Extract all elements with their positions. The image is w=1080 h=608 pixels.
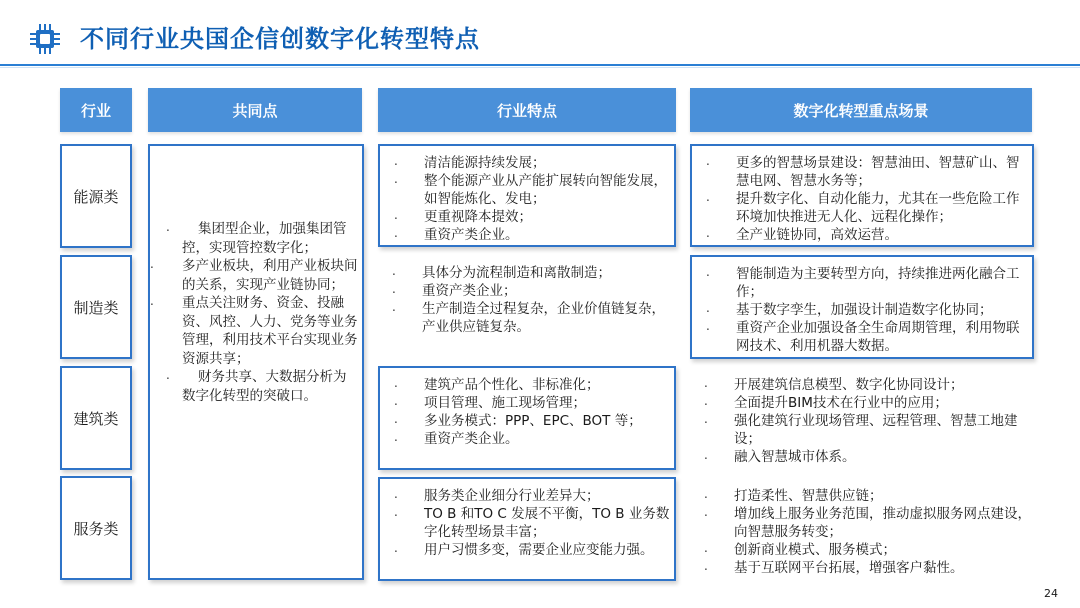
list-item: . 重资产企业加强设备全生命周期管理，利用物联网技术、利用机器大数据。: [692, 319, 1032, 355]
list-item: . 创新商业模式、服务模式；: [690, 541, 1034, 559]
features-services-list: [380, 487, 674, 559]
list-item: . 清洁能源持续发展；: [380, 154, 674, 172]
features-construction: [378, 366, 676, 470]
scenarios-energy-list: [692, 154, 1032, 244]
list-item: . 更重视降本提效；: [380, 208, 674, 226]
category-construction: 建筑类: [60, 366, 132, 470]
title-divider: [0, 64, 1080, 66]
scenarios-manufacturing-list: [692, 265, 1032, 355]
common-points-box: [148, 144, 364, 580]
scenarios-energy: [690, 144, 1034, 247]
category-manufacturing: 制造类: [60, 255, 132, 359]
list-item: . 用户习惯多变，需要企业应变能力强。: [380, 541, 674, 559]
scenarios-manufacturing: [690, 255, 1034, 359]
features-services: [378, 477, 676, 581]
header-scenarios: 数字化转型重点场景: [690, 88, 1032, 132]
header-industry: 行业: [60, 88, 132, 132]
list-item: . 开展建筑信息模型、数字化协同设计；: [690, 376, 1034, 394]
list-item: . 多业务模式：PPP、EPC、BOT 等；: [380, 412, 674, 430]
list-item: . 集团型企业，加强集团管控，实现管控数字化；: [136, 220, 358, 257]
scenarios-services: [690, 481, 1034, 581]
scenarios-services-list: [690, 487, 1034, 577]
list-item: . 打造柔性、智慧供应链；: [690, 487, 1034, 505]
features-energy: [378, 144, 676, 247]
list-item: . 基于数字孪生，加强设计制造数字化协同；: [692, 301, 1032, 319]
list-item: . 重资产类企业。: [380, 226, 674, 244]
features-energy-list: [380, 154, 674, 244]
list-item: . 强化建筑行业现场管理、远程管理、智慧工地建设；: [690, 412, 1034, 448]
list-item: . 建筑产品个性化、非标准化；: [380, 376, 674, 394]
list-item: . 生产制造全过程复杂，企业价值链复杂，产业供应链复杂。: [378, 300, 676, 336]
list-item: . 智能制造为主要转型方向，持续推进两化融合工作；: [692, 265, 1032, 301]
features-manufacturing: [378, 258, 676, 358]
category-energy: 能源类: [60, 144, 132, 248]
header-features: 行业特点: [378, 88, 676, 132]
list-item: . 基于互联网平台拓展，增强客户黏性。: [690, 559, 1034, 577]
category-services: 服务类: [60, 476, 132, 580]
scenarios-construction-list: [690, 376, 1034, 466]
list-item: . 更多的智慧场景建设：智慧油田、智慧矿山、智慧电网、智慧水务等；: [692, 154, 1032, 190]
list-item: . 服务类企业细分行业差异大；: [380, 487, 674, 505]
list-item: . 重点关注财务、资金、投融资、风控、人力、党务等业务管理，利用技术平台实现业务资源共享；: [136, 294, 358, 368]
list-item: . 多产业板块，利用产业板块间的关系，实现产业链协同；: [136, 257, 358, 294]
features-construction-list: [380, 376, 674, 448]
list-item: . 提升数字化、自动化能力，尤其在一些危险工作环境加快推进无人化、远程化操作；: [692, 190, 1032, 226]
list-item: . 财务共享、大数据分析为数字化转型的突破口。: [136, 368, 358, 405]
features-manufacturing-list: [378, 264, 676, 336]
list-item: . 整个能源产业从产能扩展转向智能发展，如智能炼化、发电；: [380, 172, 674, 208]
list-item: . 全产业链协同，高效运营。: [692, 226, 1032, 244]
list-item: . 全面提升BIM技术在行业中的应用；: [690, 394, 1034, 412]
page-number: 24: [1044, 587, 1058, 600]
list-item: . 融入智慧城市体系。: [690, 448, 1034, 466]
list-item: . 增加线上服务业务范围，推动虚拟服务网点建设，向智慧服务转变；: [690, 505, 1034, 541]
list-item: . 具体分为流程制造和离散制造；: [378, 264, 676, 282]
header-common: 共同点: [148, 88, 362, 132]
list-item: . 重资产类企业。: [380, 430, 674, 448]
common-points-list: [150, 220, 362, 405]
list-item: . TO B 和TO C 发展不平衡，TO B 业务数字化转型场景丰富；: [380, 505, 674, 541]
scenarios-construction: [690, 370, 1034, 470]
chip-icon: [28, 22, 62, 56]
page-title: 不同行业央国企信创数字化转型特点: [80, 25, 480, 53]
list-item: . 重资产类企业；: [378, 282, 676, 300]
list-item: . 项目管理、施工现场管理；: [380, 394, 674, 412]
title-divider-light: [0, 67, 1080, 68]
